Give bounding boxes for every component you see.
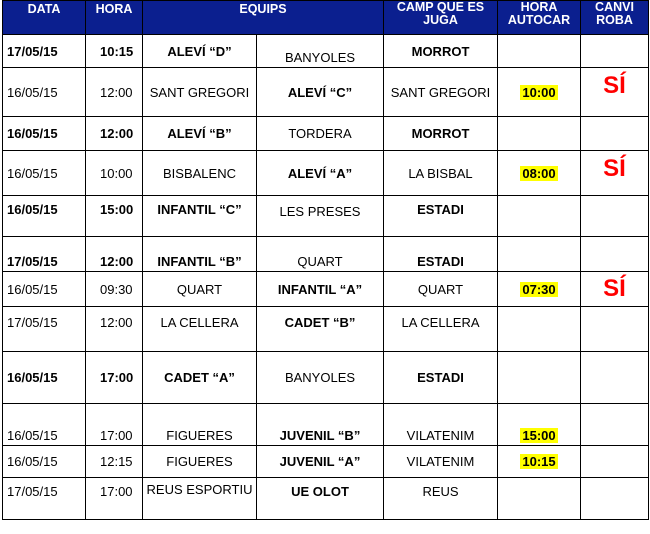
cell-team-away: TORDERA — [257, 117, 384, 151]
cell-team-home: ALEVÍ “B” — [143, 117, 257, 151]
table-row — [3, 307, 649, 352]
header-data: DATA — [3, 1, 86, 35]
header-row — [3, 1, 649, 35]
cell-team-home: SANT GREGORI — [143, 68, 257, 117]
table-row — [3, 404, 649, 446]
cell-field: MORROT — [384, 117, 498, 151]
kit-change-flag: SÍ — [603, 72, 626, 99]
kit-change-flag: SÍ — [603, 155, 626, 182]
cell-field: QUART — [384, 272, 498, 307]
cell-time: 10:15 — [86, 35, 143, 68]
kit-change-flag: SÍ — [603, 275, 626, 302]
cell-field: MORROT — [384, 35, 498, 68]
cell-time: 15:00 — [86, 196, 143, 237]
cell-bus-time — [498, 478, 581, 520]
cell-time: 12:00 — [86, 117, 143, 151]
cell-kit-change — [581, 307, 649, 352]
cell-team-home: LA CELLERA — [143, 307, 257, 352]
cell-bus-time — [498, 151, 581, 196]
cell-field: ESTADI — [384, 196, 498, 237]
match-schedule-table — [2, 0, 649, 520]
cell-date: 16/05/15 — [3, 151, 86, 196]
cell-field: ESTADI — [384, 352, 498, 404]
cell-date: 16/05/15 — [3, 446, 86, 478]
cell-team-home: REUS ESPORTIU — [143, 478, 257, 520]
cell-date: 17/05/15 — [3, 237, 86, 272]
cell-time: 12:00 — [86, 307, 143, 352]
cell-kit-change — [581, 151, 649, 196]
bus-time-highlight: 10:00 — [522, 84, 556, 100]
cell-bus-time — [498, 307, 581, 352]
cell-kit-change — [581, 196, 649, 237]
header-camp: CAMP QUE ES JUGA — [384, 1, 498, 35]
cell-date: 16/05/15 — [3, 404, 86, 446]
cell-time: 17:00 — [86, 404, 143, 446]
cell-field: LA CELLERA — [384, 307, 498, 352]
header-autocar: HORA AUTOCAR — [498, 1, 581, 35]
cell-time: 12:00 — [86, 237, 143, 272]
cell-bus-time — [498, 196, 581, 237]
cell-field: LA BISBAL — [384, 151, 498, 196]
cell-field: VILATENIM — [384, 404, 498, 446]
header-hora: HORA — [86, 1, 143, 35]
table-row — [3, 352, 649, 404]
cell-bus-time — [498, 35, 581, 68]
cell-kit-change — [581, 237, 649, 272]
bus-time-highlight: 15:00 — [522, 428, 556, 443]
cell-team-home: INFANTIL “B” — [143, 237, 257, 272]
cell-time: 12:00 — [86, 68, 143, 117]
cell-date: 16/05/15 — [3, 196, 86, 237]
cell-bus-time — [498, 117, 581, 151]
cell-field: REUS — [384, 478, 498, 520]
cell-kit-change — [581, 35, 649, 68]
cell-team-away: ALEVÍ “A” — [257, 151, 384, 196]
cell-team-home: ALEVÍ “D” — [143, 35, 257, 68]
table-row — [3, 272, 649, 307]
cell-team-away: QUART — [257, 237, 384, 272]
cell-team-away: BANYOLES — [257, 35, 384, 68]
bus-time-highlight: 07:30 — [522, 281, 556, 297]
cell-kit-change — [581, 68, 649, 117]
cell-team-home: FIGUERES — [143, 446, 257, 478]
cell-bus-time — [498, 404, 581, 446]
cell-date: 17/05/15 — [3, 307, 86, 352]
cell-kit-change — [581, 478, 649, 520]
table-row — [3, 478, 649, 520]
cell-kit-change — [581, 404, 649, 446]
cell-time: 17:00 — [86, 352, 143, 404]
table-row — [3, 68, 649, 117]
cell-field: VILATENIM — [384, 446, 498, 478]
header-equips: EQUIPS — [143, 1, 384, 35]
cell-time: 09:30 — [86, 272, 143, 307]
table-row — [3, 446, 649, 478]
cell-field: SANT GREGORI — [384, 68, 498, 117]
cell-bus-time — [498, 446, 581, 478]
cell-time: 10:00 — [86, 151, 143, 196]
cell-team-away: ALEVÍ “C” — [257, 68, 384, 117]
cell-date: 16/05/15 — [3, 272, 86, 307]
bus-time-highlight: 08:00 — [522, 165, 556, 181]
cell-bus-time — [498, 68, 581, 117]
cell-team-home: QUART — [143, 272, 257, 307]
cell-bus-time — [498, 352, 581, 404]
cell-date: 16/05/15 — [3, 68, 86, 117]
cell-field: ESTADI — [384, 237, 498, 272]
cell-bus-time — [498, 272, 581, 307]
table-row — [3, 117, 649, 151]
table-row — [3, 151, 649, 196]
cell-team-away: JUVENIL “B” — [257, 404, 384, 446]
cell-team-home: INFANTIL “C” — [143, 196, 257, 237]
cell-team-away: BANYOLES — [257, 352, 384, 404]
cell-team-home: FIGUERES — [143, 404, 257, 446]
cell-date: 17/05/15 — [3, 35, 86, 68]
cell-kit-change — [581, 272, 649, 307]
cell-team-home: CADET “A” — [143, 352, 257, 404]
cell-team-away: CADET “B” — [257, 307, 384, 352]
cell-team-away: UE OLOT — [257, 478, 384, 520]
cell-time: 17:00 — [86, 478, 143, 520]
bus-time-highlight: 10:15 — [522, 454, 556, 469]
cell-team-away: LES PRESES — [257, 196, 384, 237]
cell-time: 12:15 — [86, 446, 143, 478]
table-row — [3, 237, 649, 272]
cell-kit-change — [581, 446, 649, 478]
cell-team-home: BISBALENC — [143, 151, 257, 196]
cell-bus-time — [498, 237, 581, 272]
cell-date: 16/05/15 — [3, 352, 86, 404]
cell-team-away: JUVENIL “A” — [257, 446, 384, 478]
cell-date: 16/05/15 — [3, 117, 86, 151]
table-row — [3, 196, 649, 237]
header-canvi: CANVI ROBA — [581, 1, 649, 35]
table-row — [3, 35, 649, 68]
cell-kit-change — [581, 352, 649, 404]
cell-date: 17/05/15 — [3, 478, 86, 520]
cell-team-away: INFANTIL “A” — [257, 272, 384, 307]
cell-kit-change — [581, 117, 649, 151]
